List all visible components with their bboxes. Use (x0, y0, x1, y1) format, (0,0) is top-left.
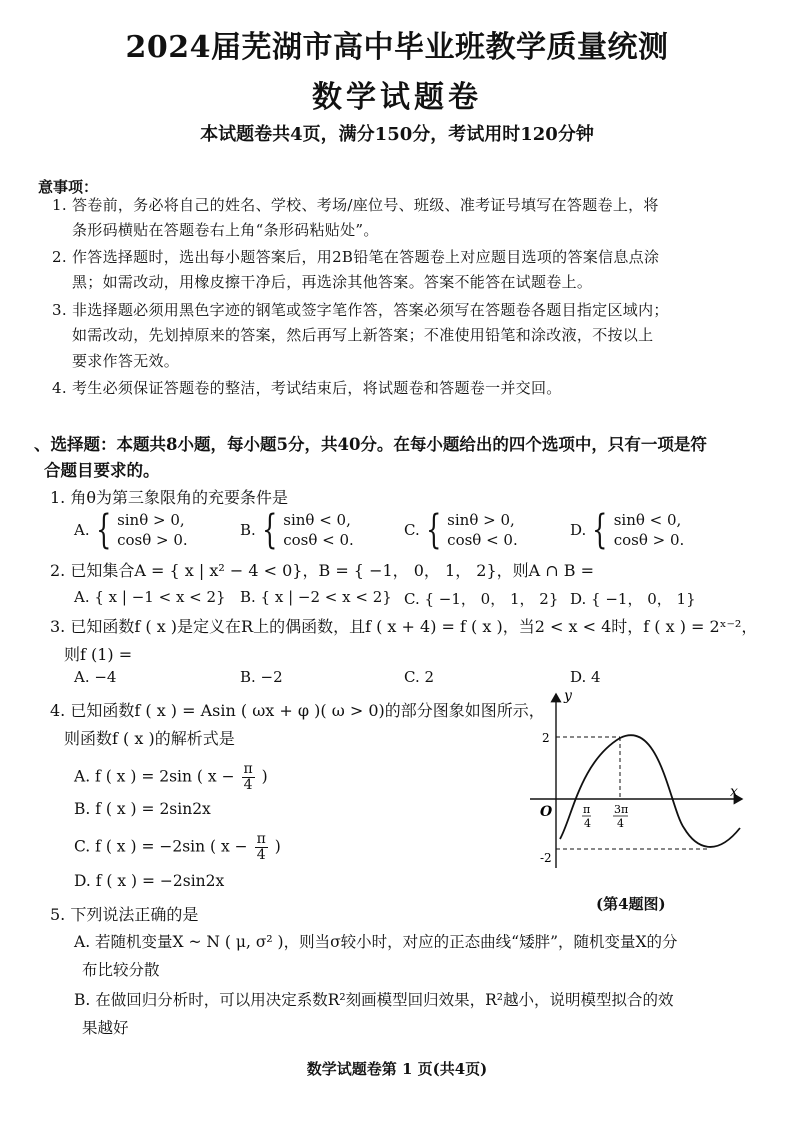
question-1-stem: 1. 角θ为第三象限角的充要条件是 (50, 488, 288, 507)
q2-option-d: D. { −1， 0， 1} (570, 590, 696, 608)
question-5-stem: 5. 下列说法正确的是 (50, 905, 199, 924)
q1-option-d: D. { sinθ < 0, cosθ > 0. (570, 507, 685, 553)
q5-option-b-cont: 果越好 (82, 1019, 129, 1037)
tick-label: 4 (617, 817, 624, 830)
q2-option-a: A. { x | −1 < x < 2} (74, 588, 226, 606)
option-label: B. (240, 521, 256, 539)
fraction-numerator: π (256, 831, 266, 847)
option-text: ) (261, 767, 268, 786)
q5-option-a: A. 若随机变量X ~ N ( μ, σ² )，则当σ较小时，对应的正态曲线“矮胖”，随机变量X的分 (74, 933, 678, 951)
exam-subtitle: 数学试题卷 (312, 80, 482, 115)
option-text: ) (274, 837, 281, 856)
option-line: cosθ > 0. (613, 531, 685, 549)
question-3-stem-cont: 则f (1) = (64, 645, 133, 664)
notice-line: 要求作答无效。 (72, 352, 180, 370)
fraction-denominator: 4 (256, 847, 266, 863)
option-line: cosθ > 0. (117, 531, 188, 549)
option-line: sinθ > 0, (447, 511, 515, 529)
fraction-numerator: π (243, 761, 253, 777)
option-text: C. f ( x ) = −2sin ( x − (74, 837, 248, 856)
q4-option-a (74, 762, 268, 793)
notice-line: 3. 非选择题必须用黑色字迹的钢笔或签字笔作答，答案必须写在答题卷各题目指定区域内； (52, 301, 669, 319)
q3-option-c: C. 2 (404, 668, 435, 686)
x-label: x (730, 784, 738, 800)
q3-option-b: B. −2 (240, 668, 283, 686)
q4-option-b: B. f ( x ) = 2sin2x (74, 800, 211, 818)
section-heading-cont: 合题目要求的。 (44, 461, 160, 480)
option-label: C. (404, 521, 420, 539)
y-max-label: 2 (542, 731, 550, 745)
option-text: A. f ( x ) = 2sin ( x − (74, 767, 235, 786)
option-label: A. (74, 521, 90, 539)
notice-line: 4. 考生必须保证答题卷的整洁，考试结束后，将试题卷和答题卷一并交回。 (52, 379, 562, 397)
q3-option-a: A. −4 (74, 668, 117, 686)
notice-line: 2. 作答选择题时，选出每小题答案后，用2B铅笔在答题卷上对应题目选项的答案信息点涂 (52, 248, 660, 266)
q1-option-a: A. { sinθ > 0, cosθ > 0. (74, 507, 188, 553)
q4-option-c (74, 832, 281, 863)
q1-option-c: C. { sinθ > 0, cosθ < 0. (404, 507, 518, 553)
q2-option-c: C. { −1， 0， 1， 2} (404, 590, 559, 608)
tick-label: π (583, 803, 591, 816)
origin-label: O (540, 804, 553, 820)
section-heading: 、选择题：本题共8小题，每小题5分，共40分。在每小题给出的四个选项中，只有一项是符 (34, 435, 707, 454)
question-4-stem: 4. 已知函数f ( x ) = Asin ( ωx + φ )( ω > 0)的部分图象如图所示， (50, 701, 545, 720)
option-line: sinθ < 0, (613, 511, 682, 529)
y-min-label: -2 (540, 851, 552, 865)
question-3-stem: 3. 已知函数f ( x )是定义在R上的偶函数，且f ( x + 4) = f ( x )，当2 < x < 4时，f ( x ) = 2ˣ⁻²， (50, 617, 758, 636)
tick-label: 4 (584, 817, 591, 830)
exam-info: 本试题卷共4页，满分150分，考试用时120分钟 (200, 124, 594, 145)
fraction (242, 762, 255, 793)
q4-option-d: D. f ( x ) = −2sin2x (74, 872, 225, 890)
q2-option-b: B. { x | −2 < x < 2} (240, 588, 392, 606)
exam-title: 2024届芜湖市高中毕业班教学质量统测 (125, 30, 669, 65)
notice-line: 1. 答卷前，务必将自己的姓名、学校、考场/座位号、班级、准考证号填写在答题卷上，将 (52, 196, 659, 214)
fraction-denominator: 4 (243, 777, 253, 793)
notice-line: 如需改动，先划掉原来的答案，然后再写上新答案；不准使用铅笔和涂改液，不按以上 (72, 326, 654, 344)
option-label: D. (570, 521, 587, 539)
option-line: cosθ < 0. (283, 531, 354, 549)
notice-line: 黑；如需改动，用橡皮擦干净后，再选涂其他答案。答案不能答在试题卷上。 (72, 273, 593, 291)
option-line: sinθ < 0, (283, 511, 351, 529)
page-footer: 数学试题卷第 1 页(共4页) (306, 1060, 488, 1078)
tick-label: 3π (614, 803, 629, 816)
option-line: cosθ < 0. (447, 531, 518, 549)
fraction (255, 832, 268, 863)
option-line: sinθ > 0, (117, 511, 185, 529)
question-2-stem: 2. 已知集合A = { x | x² − 4 < 0}，B = { −1， 0， 1， 2}，则A ∩ B = (50, 561, 595, 580)
notice-line: 条形码横贴在答题卷右上角“条形码粘贴处”。 (72, 221, 379, 239)
q1-option-b: B. { sinθ < 0, cosθ < 0. (240, 507, 354, 553)
q5-option-a-cont: 布比较分散 (82, 961, 160, 979)
q3-option-d: D. 4 (570, 668, 601, 686)
q5-option-b: B. 在做回归分析时，可以用决定系数R²刻画模型回归效果，R²越小，说明模型拟合的效 (74, 991, 674, 1009)
question-4-stem-cont: 则函数f ( x )的解析式是 (64, 729, 235, 748)
figure-caption: (第4题图) (596, 895, 666, 913)
q4-sine-graph (520, 688, 750, 878)
notice-title: 意事项： (38, 178, 99, 196)
sine-curve (560, 735, 740, 847)
y-label: y (564, 688, 572, 704)
